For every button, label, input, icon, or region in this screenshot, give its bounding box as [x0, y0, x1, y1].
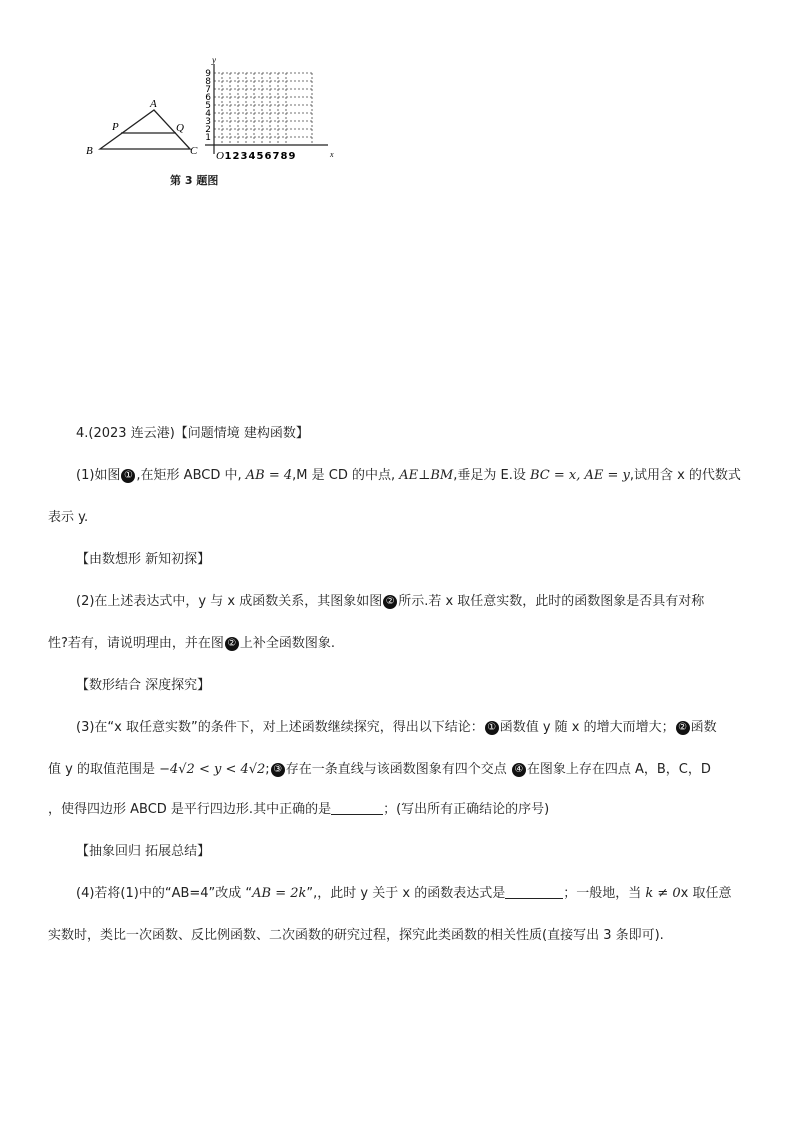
x-tick: 3	[240, 151, 248, 162]
section-heading-4: 【抽象回归 拓展总结】	[76, 844, 211, 859]
y-tick: 4	[205, 109, 211, 119]
label-p: P	[112, 121, 119, 133]
problem-part1-line2: 表示 y.	[48, 510, 89, 525]
math-expr: AB = 4	[245, 468, 293, 483]
circled-number: ①	[485, 721, 499, 735]
y-tick: 8	[205, 77, 211, 87]
x-tick: 1	[224, 151, 232, 162]
y-tick: 2	[205, 125, 211, 135]
label-a: A	[150, 98, 157, 110]
problem-part2-line1: (2)在上述表达式中，y 与 x 成函数关系，其图象如图 ② 所示.若 x 取任意实数，此时的函数图象是否具有对称	[76, 594, 705, 609]
label-c: C	[190, 145, 198, 157]
x-tick: 5	[256, 151, 264, 162]
problem-part3-line1: (3)在“x 取任意实数”的条件下，对上述函数继续探究，得出以下结论： ① 函数值 y 随 x 的增大而增大； ② 函数	[76, 720, 717, 735]
y-tick: 1	[205, 133, 211, 143]
y-tick: 3	[205, 117, 211, 127]
math-expr: k ≠ 0	[645, 886, 681, 901]
figure-caption: 第 3 题图	[170, 174, 219, 187]
answer-blank[interactable]	[331, 800, 383, 815]
circled-number: ②	[676, 721, 690, 735]
y-tick: 9	[205, 69, 211, 79]
circled-number: ③	[271, 763, 285, 777]
math-expr: BC = x, AE = y	[529, 468, 630, 483]
math-expr: −4√2 < y < 4√2	[159, 762, 266, 777]
section-heading-3: 【数形结合 深度探究】	[76, 678, 211, 693]
x-tick: 2	[232, 151, 240, 162]
section-heading-2: 【由数想形 新知初探】	[76, 552, 211, 567]
y-tick: 7	[205, 85, 211, 95]
x-axis-label: x	[330, 150, 334, 159]
math-expr: AE⊥BM	[399, 468, 454, 483]
x-tick: 8	[280, 151, 288, 162]
math-expr: AB = 2k	[252, 886, 307, 901]
problem-part4-line2: 实数时，类比一次函数、反比例函数、二次函数的研究过程，探究此类函数的相关性质(直接写出 3 条即可).	[48, 928, 664, 943]
problem-part3-line3: ，使得四边形 ABCD 是平行四边形.其中正确的是 ；(写出所有正确结论的序号)	[48, 802, 550, 817]
circled-number: ④	[512, 763, 526, 777]
problem-part3-line2: 值 y 的取值范围是 −4√2 < y < 4√2; ③ 存在一条直线与该函数图象有四个交点 ④ 在图象上存在四点 A，B，C，D	[48, 762, 711, 777]
grid	[214, 73, 312, 145]
x-tick: 9	[288, 151, 296, 162]
problem-part1-line1: (1)如图 ① ,在矩形 ABCD 中, AB = 4,M 是 CD 的中点, AE⊥BM,垂足为 E.设 BC = x, AE = y,试用含 x 的代数式	[76, 468, 741, 483]
x-tick: 6	[264, 151, 272, 162]
label-b: B	[86, 145, 93, 157]
origin-label: O	[216, 150, 224, 162]
problem-part2-line2: 性?若有，请说明理由，并在图 ② 上补全函数图象.	[48, 636, 336, 651]
label-q: Q	[176, 122, 184, 134]
x-tick: 7	[272, 151, 280, 162]
y-tick: 6	[205, 93, 211, 103]
x-tick: 4	[248, 151, 256, 162]
problem-part4-line1: (4)若将(1)中的“AB=4”改成 “AB = 2k”,，此时 y 关于 x 的函数表达式是 ；一般地，当 k ≠ 0x 取任意	[76, 886, 732, 901]
circled-number: ①	[121, 469, 135, 483]
answer-blank[interactable]	[505, 884, 563, 899]
y-tick: 5	[205, 101, 211, 111]
y-axis-label: y	[212, 55, 216, 65]
circled-number: ②	[383, 595, 397, 609]
problem-heading: 4.(2023 连云港)【问题情境 建构函数】	[76, 426, 309, 441]
circled-number: ②	[225, 637, 239, 651]
